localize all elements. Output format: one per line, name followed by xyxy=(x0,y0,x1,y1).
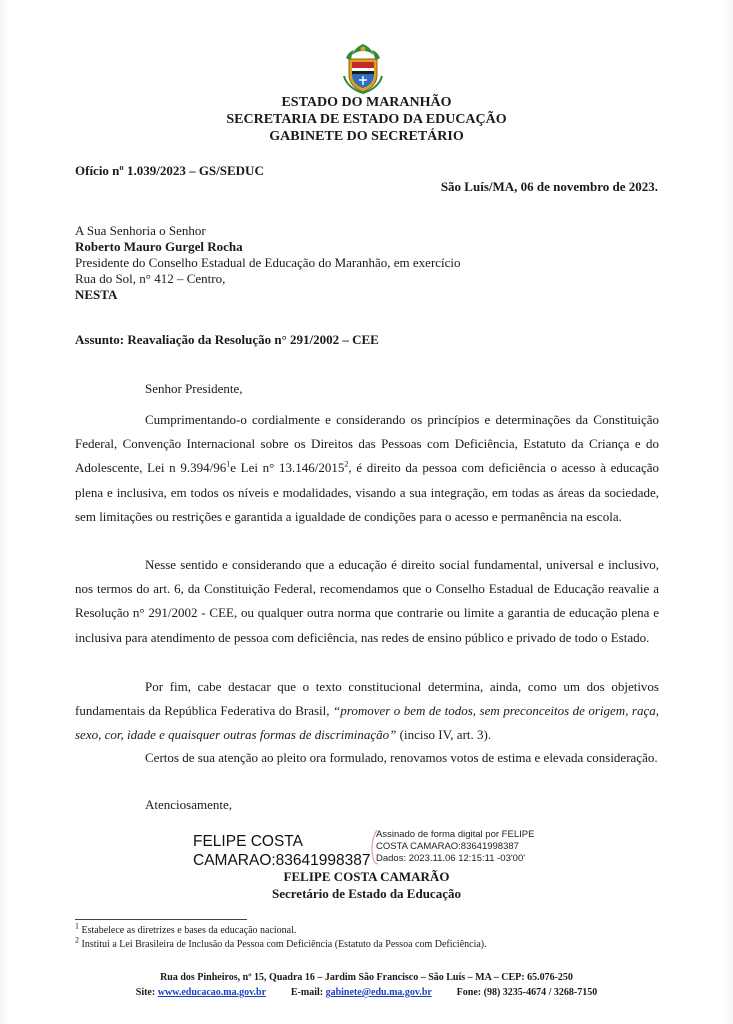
footer-address: Rua dos Pinheiros, nº 15, Quadra 16 – Jardim São Francisco – São Luís – MA – CEP: 65.076-250 xyxy=(160,972,573,983)
footnote-ref-2: 2 xyxy=(344,460,349,470)
body-paragraph-3: Por fim, cabe destacar que o texto constitucional determina, ainda, como um dos objetivos fundamentais da República Federativa do Brasil, “promover o bem de todos, sem preconceitos de origem, raça, sexo, cor, idade e quaisquer outras formas de discriminação” (inciso IV, art. 3). xyxy=(75,679,659,743)
recipient-salutation: A Sua Senhoria o Senhor xyxy=(75,223,206,238)
footnote-2: $^2$ Institui a Lei Brasileira de Inclusão da Pessoa com Deficiência (Estatuto da Pessoa com Deficiência). xyxy=(75,935,487,950)
footnote-divider xyxy=(75,919,247,920)
header-cabinet: GABINETE DO SECRETÁRIO xyxy=(269,129,464,144)
state-coat-of-arms-icon xyxy=(340,42,386,94)
recipient-title: Presidente do Conselho Estadual de Educação do Maranhão, em exercício xyxy=(75,255,461,270)
header-state: ESTADO DO MARANHÃO xyxy=(281,95,452,110)
recipient-name: Roberto Mauro Gurgel Rocha xyxy=(75,239,243,254)
recipient-address: Rua do Sol, n° 412 – Centro, xyxy=(75,271,226,286)
recipient-city: NESTA xyxy=(75,287,118,302)
website-link[interactable]: www.educacao.ma.gov.br xyxy=(157,987,266,998)
footer-contacts: Site: www.educacao.ma.gov.br E-mail: gabinete@edu.ma.gov.br Fone: (98) 3235-4674 / 3268-7150 xyxy=(135,987,598,998)
subject-line: Assunto: Reavaliação da Resolução n° 291/2002 – CEE xyxy=(75,332,379,347)
body-paragraph-1: Cumprimentando-o cordialmente e considerando os princípios e determinações da Constituição Federal, Convenção Internacional sobre os Direitos das Pessoas com Deficiência, Estatuto da Criança e do Adolescente, Lei n $9.394/96^1e$ Lei n° 13.146/2015$^2$, é direito da pessoa com deficiência o acesso à educação plena e inclusiva, em todos os níveis e modalidades, visando a sua integração, em todas as áreas da sociedade, sem limitações ou restrições e garantida a igualdade de condições para o acesso e permanência na escola. xyxy=(75,412,660,524)
footer-phone: Fone: (98) 3235-4674 / 3268-7150 xyxy=(456,987,598,998)
closing: Atenciosamente, xyxy=(145,797,232,812)
email-link[interactable]: gabinete@edu.ma.gov.br xyxy=(325,987,432,998)
header-secretariat: SECRETARIA DE ESTADO DA EDUCAÇÃO xyxy=(226,112,507,127)
body-paragraph-2: Nesse sentido e considerando que a educação é direito social fundamental, universal e inclusivo, nos termos do art. 6, da Constituição Federal, recomendamos que o Conselho Estadual de Educação reavalie a Resolução n° 291/2002 - CEE, ou qualquer outra norma que contrarie ou limite a garantia de educação plena e inclusiva para atendimento de pessoa com deficiência, nas redes de ensino público e privado de todo o Estado. xyxy=(75,557,659,645)
signer-role: Secretário de Estado da Educação xyxy=(272,886,461,901)
signer-name: FELIPE COSTA CAMARÃO xyxy=(283,869,450,884)
oficio-number: Ofício nº 1.039/2023 – GS/SEDUC xyxy=(75,163,264,178)
digital-signature-info: Assinado de forma digital por FELIPE COSTA CAMARAO:83641998387 Dados: 2023.11.06 12:15:11 -03'00' xyxy=(376,829,535,864)
footnote-1: $^1$ Estabelece as diretrizes e bases da educação nacional. xyxy=(75,921,297,936)
constitution-quote: “promover o bem de todos, sem preconceitos de origem, raça, sexo, cor, idade e quaisquer outras formas de discriminação” xyxy=(75,703,659,743)
footnote-ref-1: 1 xyxy=(226,460,231,470)
greeting: Senhor Presidente, xyxy=(145,381,243,396)
body-paragraph-4: Certos de sua atenção ao pleito ora formulado, renovamos votos de estima e elevada consideração. xyxy=(145,750,658,765)
digital-signature-name: FELIPE COSTA CAMARAO:83641998387 xyxy=(193,833,371,869)
letter-date: São Luís/MA, 06 de novembro de 2023. xyxy=(440,179,658,194)
